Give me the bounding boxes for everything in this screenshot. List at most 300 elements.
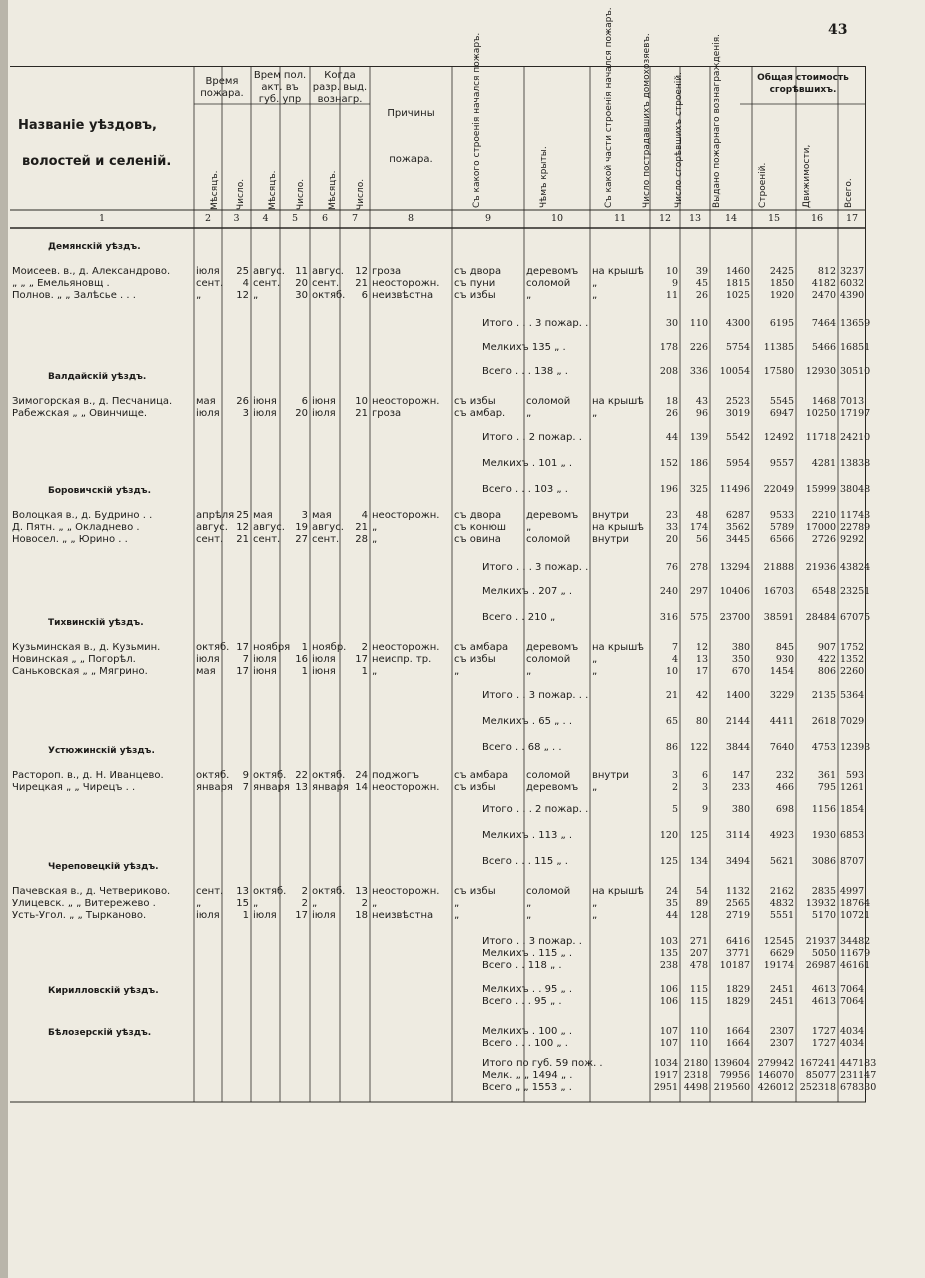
day-fire: 25 (236, 266, 249, 277)
fire-cause: неосторожн. (372, 510, 440, 521)
total-label: Мелкихъ . 207 „ . (482, 586, 573, 597)
origin-part: „ (592, 290, 598, 301)
statistics-table (10, 7, 877, 1106)
number-cell-12: 4 (671, 654, 678, 665)
number-cell-12: 2 (671, 782, 678, 793)
number-cell-13: 325 (689, 484, 708, 495)
number-cell-16: 6548 (811, 586, 836, 597)
day-reward: 21 (355, 278, 368, 289)
fire-cause: „ (372, 898, 378, 909)
day-reward: 24 (355, 770, 368, 781)
number-cell-13: 110 (689, 1038, 708, 1049)
day-reward: 12 (355, 266, 368, 277)
number-cell-14: 1815 (725, 278, 750, 289)
number-cell-14: 139604 (713, 1058, 750, 1069)
number-cell-13: 80 (695, 716, 708, 727)
number-cell-17: 1752 (840, 642, 865, 653)
origin-building: съ амбара (454, 642, 509, 653)
number-cell-16: 2618 (811, 716, 836, 727)
number-cell-14: 3771 (725, 948, 750, 959)
origin-building: съ двора (454, 510, 502, 521)
fire-cause: гроза (372, 408, 402, 419)
day-fire: 17 (236, 642, 249, 653)
origin-building: съ пуни (454, 278, 496, 289)
number-cell-14: 2565 (725, 898, 750, 909)
day-act: 13 (295, 782, 308, 793)
month-fire: сент. (196, 534, 224, 545)
number-cell-15: 22049 (763, 484, 794, 495)
number-cell-14: 2719 (725, 910, 750, 921)
total-label: Мелкихъ . 65 „ . . (482, 716, 573, 727)
fire-cause: поджогъ (372, 770, 420, 781)
day-act: 1 (301, 642, 308, 653)
number-cell-12: 208 (659, 366, 678, 377)
header-day-2: Число. (296, 178, 306, 210)
column-number: 7 (351, 213, 359, 224)
grand-total-label: Итого по губ. 59 пож. . (482, 1058, 603, 1069)
total-label: Всего . . . 103 „ . (482, 484, 568, 495)
day-act: 2 (301, 898, 308, 909)
number-cell-15: 5789 (769, 522, 794, 533)
number-cell-12: 30 (665, 318, 678, 329)
number-cell-15: 9533 (769, 510, 794, 521)
number-cell-16: 812 (817, 266, 836, 277)
number-cell-13: 48 (695, 510, 708, 521)
place-name: „ „ „ Емельяновщ . (12, 278, 110, 289)
place-name: Зимогорская в., д. Песчаница. (12, 396, 173, 407)
number-cell-12: 135 (659, 948, 678, 959)
origin-part: „ (592, 654, 598, 665)
number-cell-15: 4923 (769, 830, 794, 841)
number-cell-13: 207 (689, 948, 708, 959)
day-act: 6 (301, 396, 308, 407)
number-cell-16: 17000 (805, 522, 836, 533)
number-cell-12: 86 (665, 742, 678, 753)
number-cell-14: 2144 (725, 716, 750, 727)
origin-part: на крышѣ (592, 642, 644, 653)
total-label: Мелкихъ . 100 „ . (482, 1026, 573, 1037)
number-cell-12: 316 (659, 612, 678, 623)
number-cell-15: 38591 (763, 612, 794, 623)
number-cell-14: 6287 (725, 510, 750, 521)
origin-part: внутри (592, 510, 630, 521)
place-name: Улицевск. „ „ Витережево . (12, 898, 156, 909)
number-cell-15: 845 (775, 642, 794, 653)
total-label: Мелкихъ 135 „ . (482, 342, 566, 353)
number-cell-13: 13 (695, 654, 708, 665)
district-heading: Устюжинскій уѣздъ. (48, 746, 155, 756)
number-cell-14: 10054 (719, 366, 750, 377)
month-fire: „ (196, 290, 202, 301)
number-cell-14: 5954 (725, 458, 750, 469)
roof-material: „ (526, 522, 532, 533)
number-cell-17: 13659 (840, 318, 871, 329)
number-cell-16: 2726 (811, 534, 836, 545)
number-cell-14: 3114 (725, 830, 750, 841)
month-fire: октяб. (196, 770, 230, 781)
month-act: октяб. (253, 886, 287, 897)
header-time-act: Врем пол. акт. въ губ. упр (253, 70, 307, 105)
place-name: Усть-Угол. „ „ Тырканово. (12, 910, 147, 921)
number-cell-13: 115 (689, 984, 708, 995)
total-label: Итого . . 3 пожар. . (482, 936, 582, 947)
district-heading: Валдайскій уѣздъ. (48, 372, 147, 382)
number-cell-17: 678330 (840, 1082, 877, 1093)
number-cell-13: 45 (695, 278, 708, 289)
origin-part: „ (592, 666, 598, 677)
number-cell-14: 1400 (725, 690, 750, 701)
fire-cause: неосторожн. (372, 278, 440, 289)
day-fire: 15 (236, 898, 249, 909)
column-number: 8 (407, 213, 415, 224)
day-fire: 12 (236, 522, 249, 533)
number-cell-14: 3494 (725, 856, 750, 867)
day-reward: 1 (361, 666, 368, 677)
month-act: „ (253, 290, 259, 301)
header-month-2: Мѣсяцъ. (268, 170, 278, 210)
number-cell-16: 1156 (811, 804, 836, 815)
roof-material: „ (526, 898, 532, 909)
day-reward: 2 (361, 898, 368, 909)
day-reward: 2 (361, 642, 368, 653)
day-act: 20 (295, 278, 308, 289)
place-name: Волоцкая в., д. Будрино . . (12, 510, 153, 521)
column-number: 10 (550, 213, 564, 224)
day-act: 2 (301, 886, 308, 897)
number-cell-17: 67075 (840, 612, 871, 623)
number-cell-16: 4753 (811, 742, 836, 753)
month-reward: октяб. (312, 770, 346, 781)
number-cell-15: 2162 (769, 886, 794, 897)
number-cell-15: 17580 (763, 366, 794, 377)
month-reward: января (312, 782, 349, 793)
header-title-line2: волостей и селеній. (22, 154, 172, 169)
header-buildings: Строеній. (758, 162, 768, 208)
number-cell-13: 297 (689, 586, 708, 597)
number-cell-14: 11496 (719, 484, 750, 495)
month-act: авгус. (253, 266, 285, 277)
number-cell-15: 9557 (769, 458, 794, 469)
number-cell-12: 7 (671, 642, 678, 653)
number-cell-13: 96 (695, 408, 708, 419)
number-cell-17: 4390 (840, 290, 865, 301)
number-cell-13: 478 (689, 960, 708, 971)
roof-material: деревомъ (526, 266, 579, 277)
number-cell-16: 4613 (811, 984, 836, 995)
day-fire: 4 (242, 278, 249, 289)
number-cell-14: 380 (731, 804, 750, 815)
number-cell-16: 28484 (805, 612, 836, 623)
number-cell-15: 4832 (769, 898, 794, 909)
month-reward: „ (312, 898, 318, 909)
number-cell-12: 152 (659, 458, 678, 469)
number-cell-15: 12492 (763, 432, 794, 443)
month-fire: іюля (196, 654, 220, 665)
number-cell-13: 3 (701, 782, 708, 793)
day-reward: 18 (355, 910, 368, 921)
number-cell-12: 11 (665, 290, 678, 301)
number-cell-12: 33 (665, 522, 678, 533)
fire-cause: неизвѣстна (372, 290, 434, 301)
header-day-3: Число. (356, 178, 366, 210)
number-cell-13: 139 (689, 432, 708, 443)
number-cell-16: 167241 (799, 1058, 836, 1069)
number-cell-15: 5621 (769, 856, 794, 867)
number-cell-14: 23700 (719, 612, 750, 623)
number-cell-16: 2135 (811, 690, 836, 701)
origin-part: „ (592, 898, 598, 909)
place-name: Новосел. „ „ Юрино . . (12, 534, 128, 545)
origin-building: съ амбар. (454, 408, 506, 419)
number-cell-15: 21888 (763, 562, 794, 573)
header-causes: Причины (387, 108, 435, 119)
number-cell-14: 79956 (719, 1070, 750, 1081)
number-cell-15: 6195 (769, 318, 794, 329)
number-cell-16: 422 (817, 654, 836, 665)
day-reward: 21 (355, 522, 368, 533)
roof-material: деревомъ (526, 642, 579, 653)
total-label: Всего . . 118 „ . (482, 960, 562, 971)
number-cell-13: 2318 (683, 1070, 708, 1081)
total-label: Мелкихъ . 101 „ . (482, 458, 573, 469)
month-act: октяб. (253, 770, 287, 781)
number-cell-12: 44 (665, 910, 678, 921)
month-reward: сент. (312, 534, 340, 545)
month-fire: января (196, 782, 233, 793)
number-cell-17: 2260 (840, 666, 865, 677)
number-cell-14: 10187 (719, 960, 750, 971)
month-act: сент. (253, 534, 281, 545)
number-cell-15: 19174 (763, 960, 794, 971)
number-cell-12: 10 (665, 266, 678, 277)
month-reward: октяб. (312, 886, 346, 897)
day-act: 11 (295, 266, 308, 277)
number-cell-16: 5050 (811, 948, 836, 959)
number-cell-16: 5466 (811, 342, 836, 353)
number-cell-12: 24 (665, 886, 678, 897)
number-cell-12: 2951 (653, 1082, 678, 1093)
origin-building: съ конюш (454, 522, 507, 533)
number-cell-13: 4498 (683, 1082, 708, 1093)
month-reward: мая (312, 510, 332, 521)
total-label: Мелкихъ . 113 „ . (482, 830, 573, 841)
number-cell-12: 196 (659, 484, 678, 495)
origin-part: на крышѣ (592, 266, 644, 277)
day-fire: 12 (236, 290, 249, 301)
month-act: іюля (253, 408, 277, 419)
month-act: іюля (253, 910, 277, 921)
number-cell-17: 22789 (840, 522, 871, 533)
number-cell-13: 226 (689, 342, 708, 353)
day-act: 20 (295, 408, 308, 419)
header-causes-sub: пожара. (389, 154, 433, 165)
grand-total-label: Мелк. „ „ 1494 „ . (482, 1070, 573, 1081)
roof-material: соломой (526, 770, 571, 781)
number-cell-12: 20 (665, 534, 678, 545)
number-cell-12: 106 (659, 984, 678, 995)
day-act: 3 (301, 510, 308, 521)
number-cell-15: 2307 (769, 1026, 794, 1037)
column-number: 14 (724, 213, 738, 224)
origin-part: внутри (592, 534, 630, 545)
place-name: Чирецкая „ „ Чирецъ . . (12, 782, 136, 793)
number-cell-14: 219560 (713, 1082, 750, 1093)
month-act: мая (253, 510, 273, 521)
number-cell-13: 54 (695, 886, 708, 897)
total-label: Итого . . . 2 пожар. . (482, 804, 589, 815)
origin-building: съ овина (454, 534, 501, 545)
origin-building: съ избы (454, 396, 496, 407)
day-fire: 9 (242, 770, 249, 781)
number-cell-16: 361 (817, 770, 836, 781)
header-which-building: Съ какого строенія начался пожаръ. (472, 32, 482, 208)
number-cell-12: 178 (659, 342, 678, 353)
number-cell-14: 1460 (725, 266, 750, 277)
number-cell-17: 17197 (840, 408, 871, 419)
month-reward: авгус. (312, 522, 344, 533)
number-cell-16: 806 (817, 666, 836, 677)
total-label: Всего . . . 138 „ . (482, 366, 568, 377)
roof-material: соломой (526, 654, 571, 665)
day-reward: 28 (355, 534, 368, 545)
number-cell-12: 120 (659, 830, 678, 841)
total-label: Всего . . 210 „ (482, 612, 556, 623)
place-name: Пачевская в., д. Четвериково. (12, 886, 171, 897)
number-cell-17: 9292 (840, 534, 865, 545)
column-number: 13 (688, 213, 702, 224)
number-cell-16: 4613 (811, 996, 836, 1007)
column-number: 16 (810, 213, 824, 224)
column-number: 15 (767, 213, 781, 224)
month-fire: іюля (196, 910, 220, 921)
number-cell-15: 146070 (757, 1070, 794, 1081)
month-act: ноября (253, 642, 291, 653)
number-cell-13: 9 (701, 804, 708, 815)
number-cell-17: 6853 (840, 830, 865, 841)
number-cell-13: 186 (689, 458, 708, 469)
month-fire: октяб. (196, 642, 230, 653)
number-cell-13: 134 (689, 856, 708, 867)
month-reward: іюля (312, 910, 336, 921)
day-reward: 10 (355, 396, 368, 407)
number-cell-15: 2451 (769, 996, 794, 1007)
month-fire: „ (196, 898, 202, 909)
number-cell-13: 278 (689, 562, 708, 573)
total-label: Мелкихъ . 115 „ . (482, 948, 573, 959)
roof-material: соломой (526, 886, 571, 897)
column-number: 4 (262, 213, 269, 224)
number-cell-15: 3229 (769, 690, 794, 701)
number-cell-15: 1920 (769, 290, 794, 301)
day-reward: 17 (355, 654, 368, 665)
origin-building: съ избы (454, 782, 496, 793)
number-cell-14: 1664 (725, 1038, 750, 1049)
month-reward: іюля (312, 408, 336, 419)
origin-building: „ (454, 666, 460, 677)
day-fire: 26 (236, 396, 249, 407)
header-day-1: Число. (236, 178, 246, 210)
place-name: Полнов. „ „ Залѣсье . . . (12, 290, 136, 301)
number-cell-12: 65 (665, 716, 678, 727)
number-cell-17: 24210 (840, 432, 871, 443)
fire-cause: неосторожн. (372, 886, 440, 897)
number-cell-15: 16703 (763, 586, 794, 597)
number-cell-12: 5 (671, 804, 678, 815)
number-cell-17: 43824 (840, 562, 871, 573)
number-cell-15: 4411 (769, 716, 794, 727)
fire-cause: неиспр. тр. (372, 654, 432, 665)
district-heading: Демянскій уѣздъ. (48, 242, 141, 252)
day-act: 27 (295, 534, 308, 545)
number-cell-16: 21936 (805, 562, 836, 573)
number-cell-12: 107 (659, 1038, 678, 1049)
number-cell-17: 1261 (840, 782, 865, 793)
number-cell-12: 23 (665, 510, 678, 521)
number-cell-15: 6947 (769, 408, 794, 419)
header-time-fire: Время пожара. (200, 76, 244, 99)
number-cell-13: 43 (695, 396, 708, 407)
total-label: Итого . . 2 пожар. . (482, 432, 582, 443)
number-cell-13: 110 (689, 1026, 708, 1037)
district-heading: Череповецкій уѣздъ. (48, 862, 159, 872)
district-heading: Боровичскій уѣздъ. (48, 486, 151, 496)
fire-cause: „ (372, 666, 378, 677)
place-name: Моисеев. в., д. Александрово. (12, 266, 171, 277)
number-cell-14: 3562 (725, 522, 750, 533)
number-cell-17: 8707 (840, 856, 865, 867)
number-cell-12: 3 (671, 770, 678, 781)
header-reward: Выдано пожарнаго вознагражденія. (712, 34, 722, 208)
day-fire: 13 (236, 886, 249, 897)
origin-building: съ избы (454, 886, 496, 897)
number-cell-13: 575 (689, 612, 708, 623)
number-cell-14: 2523 (725, 396, 750, 407)
fire-cause: неосторожн. (372, 782, 440, 793)
total-label: Всего . . 68 „ . . (482, 742, 562, 753)
number-cell-15: 232 (775, 770, 794, 781)
number-cell-16: 85077 (805, 1070, 836, 1081)
day-fire: 21 (236, 534, 249, 545)
column-number: 3 (233, 213, 240, 224)
number-cell-16: 13932 (805, 898, 836, 909)
roof-material: „ (526, 290, 532, 301)
day-reward: 14 (355, 782, 368, 793)
month-act: января (253, 782, 290, 793)
fire-cause: неизвѣстна (372, 910, 434, 921)
roof-material: „ (526, 910, 532, 921)
number-cell-16: 21937 (805, 936, 836, 947)
month-reward: сент. (312, 278, 340, 289)
day-fire: 7 (242, 782, 249, 793)
day-fire: 7 (242, 654, 249, 665)
number-cell-17: 10721 (840, 910, 871, 921)
number-cell-14: 3445 (725, 534, 750, 545)
number-cell-12: 10 (665, 666, 678, 677)
number-cell-12: 106 (659, 996, 678, 1007)
number-cell-16: 907 (817, 642, 836, 653)
number-cell-16: 4281 (811, 458, 836, 469)
grand-total-label: Всего „ „ 1553 „ . (482, 1082, 572, 1093)
number-cell-14: 1132 (725, 886, 750, 897)
place-name: Рабежская „ „ Овинчище. (12, 408, 148, 419)
origin-part: „ (592, 782, 598, 793)
number-cell-17: 13838 (840, 458, 871, 469)
day-fire: 17 (236, 666, 249, 677)
month-reward: ноябр. (312, 642, 347, 653)
number-cell-16: 2470 (811, 290, 836, 301)
district-heading: Тихвинскій уѣздъ. (48, 618, 144, 628)
number-cell-13: 39 (695, 266, 708, 277)
